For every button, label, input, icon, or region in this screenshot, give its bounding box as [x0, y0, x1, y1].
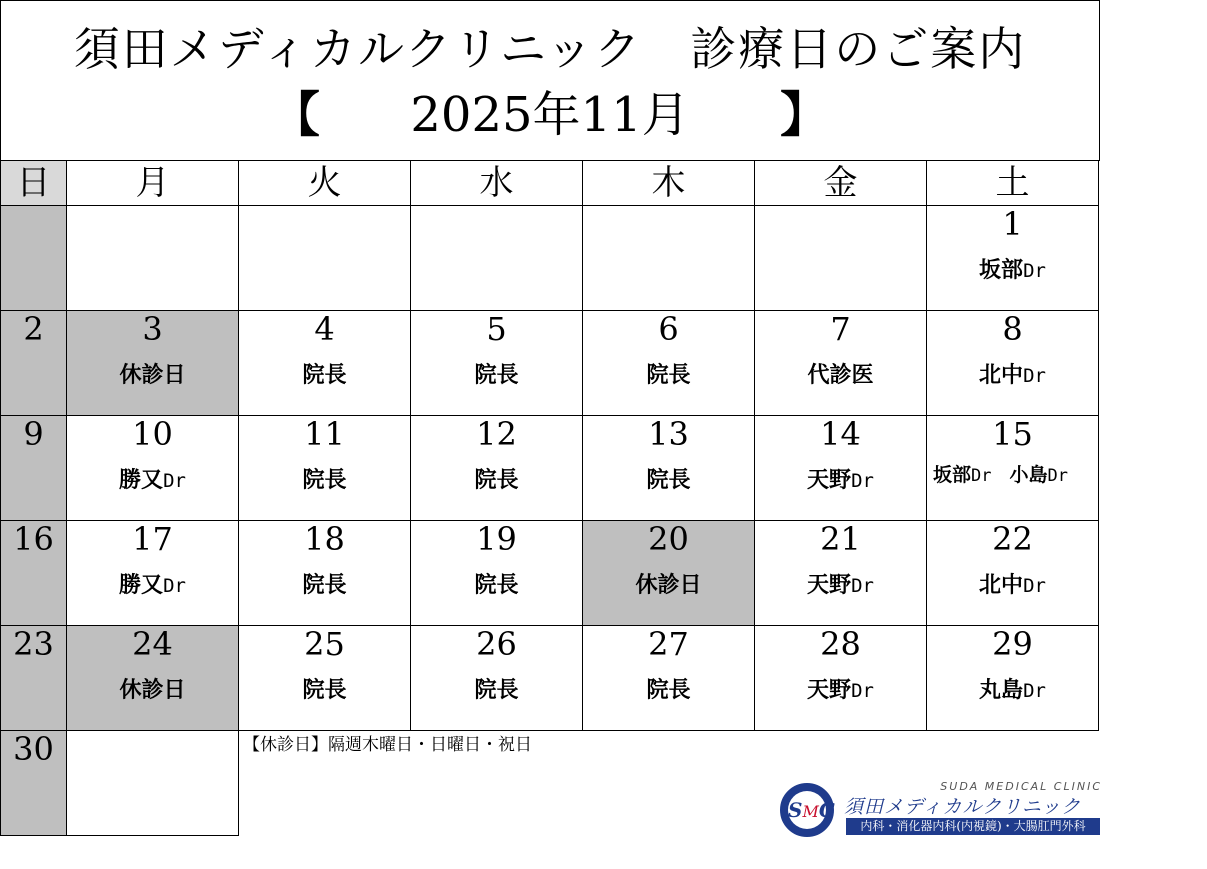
doctor-assignment [239, 573, 410, 599]
day-number: 3 [142, 310, 163, 348]
calendar-day-cell [411, 521, 583, 626]
calendar-day-cell-sunday [1, 416, 67, 521]
day-number: 14 [820, 415, 861, 453]
calendar-day-cell [927, 206, 1099, 311]
doctor-assignment [67, 573, 238, 599]
doctor-assignment [67, 678, 238, 704]
calendar-day-cell [67, 311, 239, 416]
logo-mark-m: M [802, 802, 819, 821]
calendar-day-cell-sunday [1, 626, 67, 731]
calendar-week-row [1, 206, 1099, 311]
day-number: 25 [304, 625, 345, 663]
doctor-name: 天野 [807, 468, 852, 493]
logo-japanese-name: 須田メディカルクリニック [844, 796, 1081, 818]
doctor-suffix: Dr [163, 470, 186, 492]
logo-mark-c: C [818, 798, 835, 822]
weekday-wed: 水 [411, 161, 583, 206]
doctor-assignment [239, 363, 410, 389]
doctor-assignment [927, 258, 1098, 284]
day-number: 12 [476, 415, 517, 453]
calendar-day-cell [583, 416, 755, 521]
doctor-suffix-second: Dr [1047, 466, 1068, 486]
day-number: 4 [314, 310, 335, 348]
doctor-name: 北中 [979, 573, 1024, 598]
day-number: 1 [1002, 205, 1023, 243]
doctor-assignment [239, 468, 410, 494]
doctor-name: 院長 [474, 678, 519, 703]
day-number: 9 [23, 415, 44, 453]
day-number: 19 [476, 520, 517, 558]
day-number: 16 [13, 520, 54, 558]
doctor-assignment [583, 363, 754, 389]
calendar-day-cell-sunday [1, 731, 67, 836]
calendar-day-cell [239, 206, 411, 311]
calendar-day-cell [67, 626, 239, 731]
calendar-day-cell [755, 626, 927, 731]
calendar-day-cell [67, 731, 239, 836]
calendar-week-row [1, 521, 1099, 626]
weekday-header-row [1, 161, 1099, 206]
day-number: 11 [304, 415, 345, 453]
doctor-name: 坂部 [979, 258, 1024, 283]
doctor-name: 院長 [302, 363, 347, 388]
day-number: 20 [648, 520, 689, 558]
day-number: 30 [13, 730, 54, 768]
doctor-suffix: Dr [971, 466, 992, 486]
weekday-thu: 木 [583, 161, 755, 206]
calendar-day-cell [755, 206, 927, 311]
day-number: 2 [23, 310, 44, 348]
day-number: 28 [820, 625, 861, 663]
doctor-assignment [583, 573, 754, 599]
doctor-name: 休診日 [635, 573, 702, 598]
doctor-suffix: Dr [1023, 680, 1046, 702]
doctor-name: 院長 [646, 468, 691, 493]
calendar-day-cell [927, 416, 1099, 521]
day-number: 5 [486, 310, 507, 348]
doctor-name: 休診日 [119, 678, 186, 703]
doctor-assignment [927, 678, 1098, 704]
doctor-assignment [67, 468, 238, 494]
calendar-day-cell [583, 626, 755, 731]
clinic-logo [780, 780, 1102, 836]
weekday-tue: 火 [239, 161, 411, 206]
calendar-day-cell-sunday [1, 311, 67, 416]
doctor-assignment [927, 464, 1098, 487]
logo-emblem [780, 783, 834, 837]
calendar-day-cell [67, 206, 239, 311]
doctor-suffix: Dr [1023, 260, 1046, 282]
calendar-day-cell [67, 521, 239, 626]
doctor-assignment [927, 363, 1098, 389]
calendar-week-row [1, 311, 1099, 416]
day-number: 15 [992, 415, 1033, 453]
month-label: 2025年11月 [410, 87, 690, 143]
doctor-name: 勝又 [119, 468, 164, 493]
doctor-suffix: Dr [851, 575, 874, 597]
calendar-day-cell [583, 311, 755, 416]
calendar-day-cell [755, 416, 927, 521]
calendar-day-cell [239, 311, 411, 416]
day-number: 23 [13, 625, 54, 663]
logo-mark-s: S [788, 798, 803, 822]
doctor-name: 丸島 [979, 678, 1024, 703]
weekday-mon: 月 [67, 161, 239, 206]
doctor-assignment [411, 678, 582, 704]
calendar-day-cell [755, 521, 927, 626]
month-bracket-close: 】 [780, 87, 829, 143]
closed-days-note: 【休診日】隔週木曜日・日曜日・祝日 [243, 735, 532, 755]
day-number: 27 [648, 625, 689, 663]
doctor-suffix: Dr [163, 575, 186, 597]
doctor-name: 院長 [646, 678, 691, 703]
doctor-name: 休診日 [119, 363, 186, 388]
calendar-day-cell [411, 416, 583, 521]
day-number: 21 [820, 520, 861, 558]
calendar-table [0, 160, 1099, 836]
day-number: 22 [992, 520, 1033, 558]
doctor-assignment [583, 468, 754, 494]
calendar-week-row [1, 416, 1099, 521]
doctor-suffix: Dr [851, 470, 874, 492]
calendar-header [0, 0, 1100, 161]
doctor-assignment [411, 573, 582, 599]
doctor-name: 院長 [474, 573, 519, 598]
calendar-day-cell [67, 416, 239, 521]
calendar-day-cell [583, 521, 755, 626]
doctor-name: 坂部 [933, 464, 972, 486]
doctor-name: 院長 [302, 468, 347, 493]
weekday-sat: 土 [927, 161, 1099, 206]
doctor-assignment [755, 678, 926, 704]
day-number: 24 [132, 625, 173, 663]
day-number: 7 [830, 310, 851, 348]
calendar-day-cell [411, 206, 583, 311]
day-number: 13 [648, 415, 689, 453]
calendar-day-cell [927, 311, 1099, 416]
doctor-assignment [239, 678, 410, 704]
doctor-assignment [67, 363, 238, 389]
calendar-day-cell [927, 626, 1099, 731]
logo-departments: 内科・消化器内科(内視鏡)・大腸肛門外科 [846, 818, 1100, 835]
logo-emblem-mark [788, 791, 835, 829]
page-title: 須田メディカルクリニック 診療日のご案内 [73, 22, 1027, 76]
calendar-day-cell [239, 521, 411, 626]
calendar-day-cell [583, 206, 755, 311]
doctor-assignment [755, 468, 926, 494]
doctor-name-second: 小島 [1009, 464, 1048, 486]
day-number: 17 [132, 520, 173, 558]
calendar-day-cell-sunday [1, 521, 67, 626]
doctor-name: 院長 [474, 468, 519, 493]
doctor-suffix: Dr [1023, 575, 1046, 597]
calendar-day-cell [927, 521, 1099, 626]
doctor-assignment [583, 678, 754, 704]
doctor-name: 天野 [807, 678, 852, 703]
calendar-day-cell [411, 311, 583, 416]
day-number: 29 [992, 625, 1033, 663]
doctor-assignment [755, 573, 926, 599]
month-heading [1, 83, 1099, 147]
calendar-day-cell [239, 416, 411, 521]
day-number: 8 [1002, 310, 1023, 348]
doctor-name: 院長 [474, 363, 519, 388]
calendar-day-cell [239, 626, 411, 731]
day-number: 6 [658, 310, 679, 348]
doctor-name: 勝又 [119, 573, 164, 598]
doctor-assignment [411, 363, 582, 389]
weekday-sun: 日 [1, 161, 67, 206]
day-number: 18 [304, 520, 345, 558]
doctor-name: 院長 [302, 678, 347, 703]
doctor-name: 天野 [807, 573, 852, 598]
month-bracket-open: 【 [271, 87, 320, 143]
doctor-name: 院長 [646, 363, 691, 388]
day-number: 26 [476, 625, 517, 663]
calendar-day-cell [411, 626, 583, 731]
logo-english-name: SUDA MEDICAL CLINIC [940, 780, 1102, 793]
weekday-fri: 金 [755, 161, 927, 206]
doctor-name: 代診医 [807, 363, 874, 388]
doctor-assignment [927, 573, 1098, 599]
day-number: 10 [132, 415, 173, 453]
calendar-day-cell-sunday [1, 206, 67, 311]
calendar-day-cell [755, 311, 927, 416]
doctor-suffix: Dr [851, 680, 874, 702]
doctor-assignment [411, 468, 582, 494]
doctor-name: 院長 [302, 573, 347, 598]
doctor-suffix: Dr [1023, 365, 1046, 387]
doctor-assignment [755, 363, 926, 389]
calendar-week-row [1, 626, 1099, 731]
doctor-name: 北中 [979, 363, 1024, 388]
